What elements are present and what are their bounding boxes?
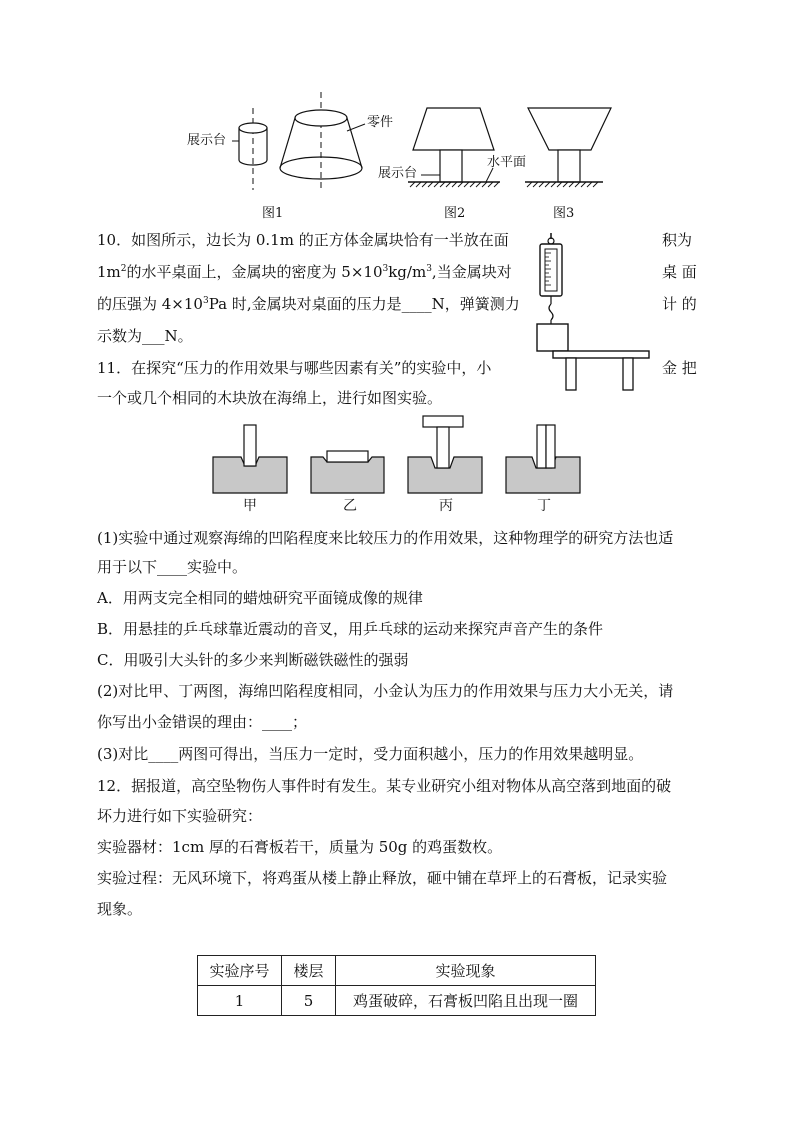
q12-line5: 现象。 (97, 900, 143, 918)
q11-line1: 11．在探究“压力的作用效果与哪些因素有关”的实验中，小 (97, 359, 492, 377)
label-ding: 丁 (537, 498, 551, 514)
q11-option-c: C．用吸引大头针的多少来判断磁铁磁性的强弱 (97, 651, 409, 669)
caption-fig3: 图3 (553, 206, 575, 221)
label-stand-2: 展示台 (378, 166, 418, 181)
q10-line1: 10．如图所示，边长为 0.1m 的正方体金属块恰有一半放在面 (97, 231, 509, 249)
table-cell: 鸡蛋破碎，石膏板凹陷且出现一圈 (336, 986, 596, 1016)
q12-line1: 12．据报道，高空坠物伤人事件时有发生。某专业研究小组对物体从高空落到地面的破 (97, 777, 672, 795)
q12-line4: 实验过程：无风环境下，将鸡蛋从楼上静止释放，砸中铺在草坪上的石膏板，记录实验 (97, 869, 668, 887)
label-stand: 展示台 (187, 133, 227, 148)
q10-line3: 的压强为 $4\times 10^3Pa$ 时,金属块对桌面的压力是____N，弹簧测力 (97, 295, 520, 313)
label-part: 零件 (367, 115, 394, 130)
q11-option-b: B．用悬挂的乒乓球靠近震动的音叉，用乒乓球的运动来探究声音产生的条件 (97, 620, 604, 638)
experiment-table (197, 955, 596, 1016)
sponge-experiment-figure (0, 0, 794, 520)
table-row (198, 986, 596, 1016)
q10-line1-end: 积为 (662, 231, 693, 249)
q10-line2: $1m^2$的水平桌面上，金属块的密度为 $5\times 10^3kg/m^3$,当金属块对 (97, 263, 512, 281)
table-header-cell: 楼层 (282, 956, 336, 986)
q11-line1-end: 金 把 (662, 359, 697, 377)
label-bing: 丙 (439, 498, 453, 514)
q10-line3-end: 计 的 (662, 295, 697, 313)
caption-fig1: 图1 (262, 206, 284, 221)
q10-line4: 示数为___N。 (97, 327, 193, 345)
table-cell: 5 (282, 986, 336, 1016)
q11-line2: 一个或几个相同的木块放在海绵上，进行如图实验。 (97, 389, 443, 407)
table-header-row (198, 956, 596, 986)
q11-option-a: A．用两支完全相同的蜡烛研究平面镜成像的规律 (97, 589, 423, 607)
q10-line2-end: 桌 面 (662, 263, 697, 281)
table-header-cell: 实验现象 (336, 956, 596, 986)
q11-p1-line1: (1)实验中通过观察海绵的凹陷程度来比较压力的作用效果，这种物理学的研究方法也适 (97, 529, 674, 547)
label-yi: 乙 (343, 498, 357, 514)
q11-p1-line2: 用于以下____实验中。 (97, 558, 248, 576)
table-header-cell: 实验序号 (198, 956, 282, 986)
q11-p2-line2: 你写出小金错误的理由：____； (97, 713, 308, 731)
label-level: 水平面 (487, 155, 527, 170)
table-cell: 1 (198, 986, 282, 1016)
q12-line3: 实验器材：1cm 厚的石膏板若干，质量为 50g 的鸡蛋数枚。 (97, 838, 503, 856)
caption-fig2: 图2 (444, 206, 466, 221)
q11-p2-line1: (2)对比甲、丁两图，海绵凹陷程度相同，小金认为压力的作用效果与压力大小无关，请 (97, 682, 674, 700)
q11-p3: (3)对比____两图可得出，当压力一定时，受力面积越小，压力的作用效果越明显。 (97, 745, 644, 763)
q12-line2: 坏力进行如下实验研究： (97, 807, 263, 825)
label-jia: 甲 (243, 498, 257, 514)
